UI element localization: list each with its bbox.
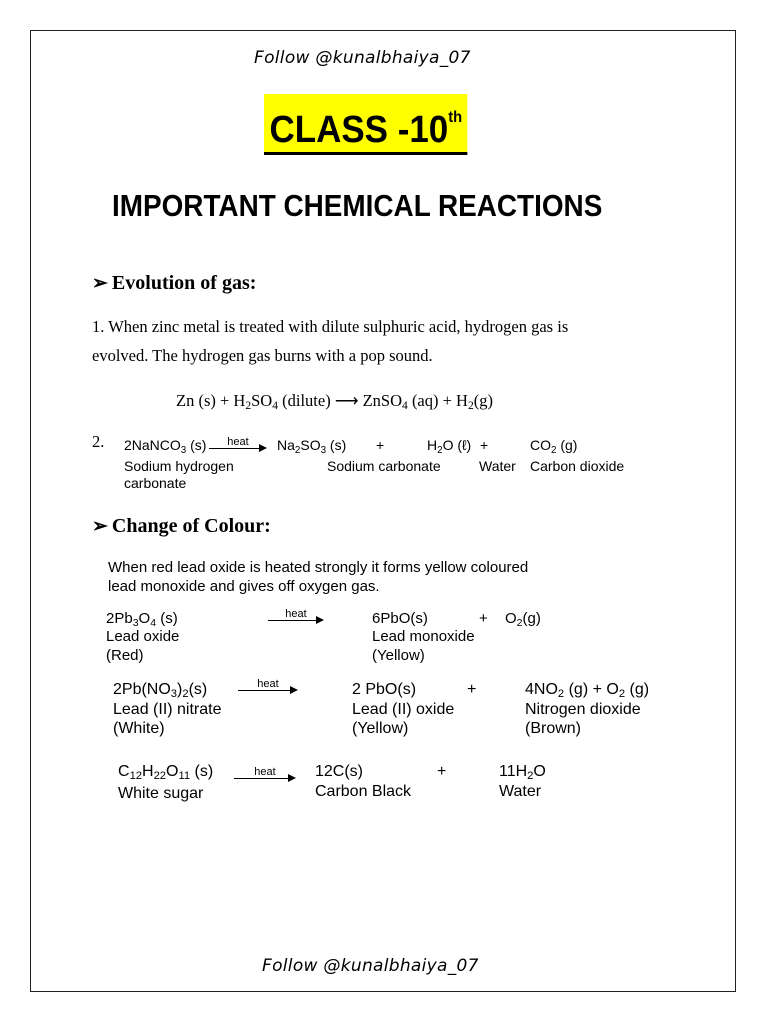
eq2-name-reactant-2: carbonate (124, 475, 187, 491)
r3-product2-name: Water (499, 783, 542, 800)
r2-product: 2 PbO(s) (352, 681, 417, 698)
r3-reactant: $C_{12}H_{22}O_{11}$ (s) (118, 763, 214, 782)
r2-reactant: $2Pb(NO_3)_2(s)$ (113, 681, 208, 700)
colour-para-line1: When red lead oxide is heated strongly it forms yellow coloured (108, 559, 529, 576)
r1-reactant: $2Pb_3O_4$ (s) (106, 610, 178, 629)
eq2-product-sodium-carbonate: $Na_2SO_3$ (s) (277, 437, 347, 456)
page-border (30, 30, 736, 992)
eq2-name-sodium-carbonate: Sodium carbonate (327, 458, 441, 474)
colour-para-line2: lead monoxide and gives off oxygen gas. (108, 578, 380, 595)
r1-product-name: Lead monoxide (372, 628, 475, 645)
r3-product: 12C(s) (315, 763, 364, 780)
evolution-para-line2: evolved. The hydrogen gas burns with a pop sound. (92, 346, 433, 365)
section-arrow-icon: ➢ (92, 273, 108, 294)
r3-reactant-name: White sugar (118, 785, 204, 802)
eq2-plus-2: + (480, 437, 489, 453)
r1-reactant-name: Lead oxide (106, 628, 180, 645)
class-title-text: CLASS -10 (269, 109, 449, 151)
r2-product-nitrogen-dioxide: $4NO_2$ $(g) + O_2$ (g) (525, 681, 650, 700)
r2-product-name: Lead (II) oxide (352, 701, 455, 718)
equation-zinc: Zn $(s) + H_2SO_4$ (dilute) ⟶ ZnSO$_4$ $(aq) + H_2(g)$ (176, 391, 494, 412)
r2-product2-name: Nitrogen dioxide (525, 701, 641, 718)
r2-reactant-color: (White) (113, 720, 165, 737)
eq2-plus-1: + (376, 437, 385, 453)
eq2-product-co2: $CO_2$ (g) (530, 437, 578, 456)
r1-reactant-color: (Red) (106, 647, 144, 664)
section-evolution-title: Evolution of gas: (111, 272, 257, 294)
evolution-para-line1: 1. When zinc metal is treated with dilute sulphuric acid, hydrogen gas is (92, 317, 569, 336)
class-title (264, 94, 468, 155)
r2-product-color: (Yellow) (352, 720, 409, 737)
section-colour-title: Change of Colour: (111, 515, 271, 537)
r1-product: 6PbO(s) (372, 610, 428, 627)
r1-product-color: (Yellow) (372, 647, 425, 664)
eq2-reactant: 2NaNCO$_3$ (s) (124, 437, 207, 456)
header-follow: Follow @kunalbhaiya_07 (254, 48, 471, 68)
r1-plus: + (479, 610, 488, 627)
r3-plus: + (437, 763, 447, 780)
section-evolution-heading (92, 272, 256, 295)
class-title-sup: th (448, 109, 463, 126)
r1-product-oxygen: $O_2(g)$ (505, 610, 541, 629)
eq2-name-co2: Carbon dioxide (530, 458, 625, 474)
section-colour-heading (92, 515, 271, 538)
eq2-name-water: Water (479, 458, 516, 474)
r3-product-water: $11H_2O$ (499, 763, 546, 782)
section-arrow-icon: ➢ (92, 516, 108, 537)
r3-product-name: Carbon Black (315, 783, 412, 800)
main-title: IMPORTANT CHEMICAL REACTIONS (112, 188, 603, 223)
eq2-product-water: $H_2O$ (ℓ) (427, 437, 472, 456)
equation-2-number: 2. (92, 432, 105, 451)
eq2-name-reactant-1: Sodium hydrogen (124, 458, 234, 474)
r2-product2-color: (Brown) (525, 720, 582, 737)
r2-reactant-name: Lead (II) nitrate (113, 701, 222, 718)
r2-plus: + (467, 681, 477, 698)
footer-follow: Follow @kunalbhaiya_07 (262, 956, 479, 976)
